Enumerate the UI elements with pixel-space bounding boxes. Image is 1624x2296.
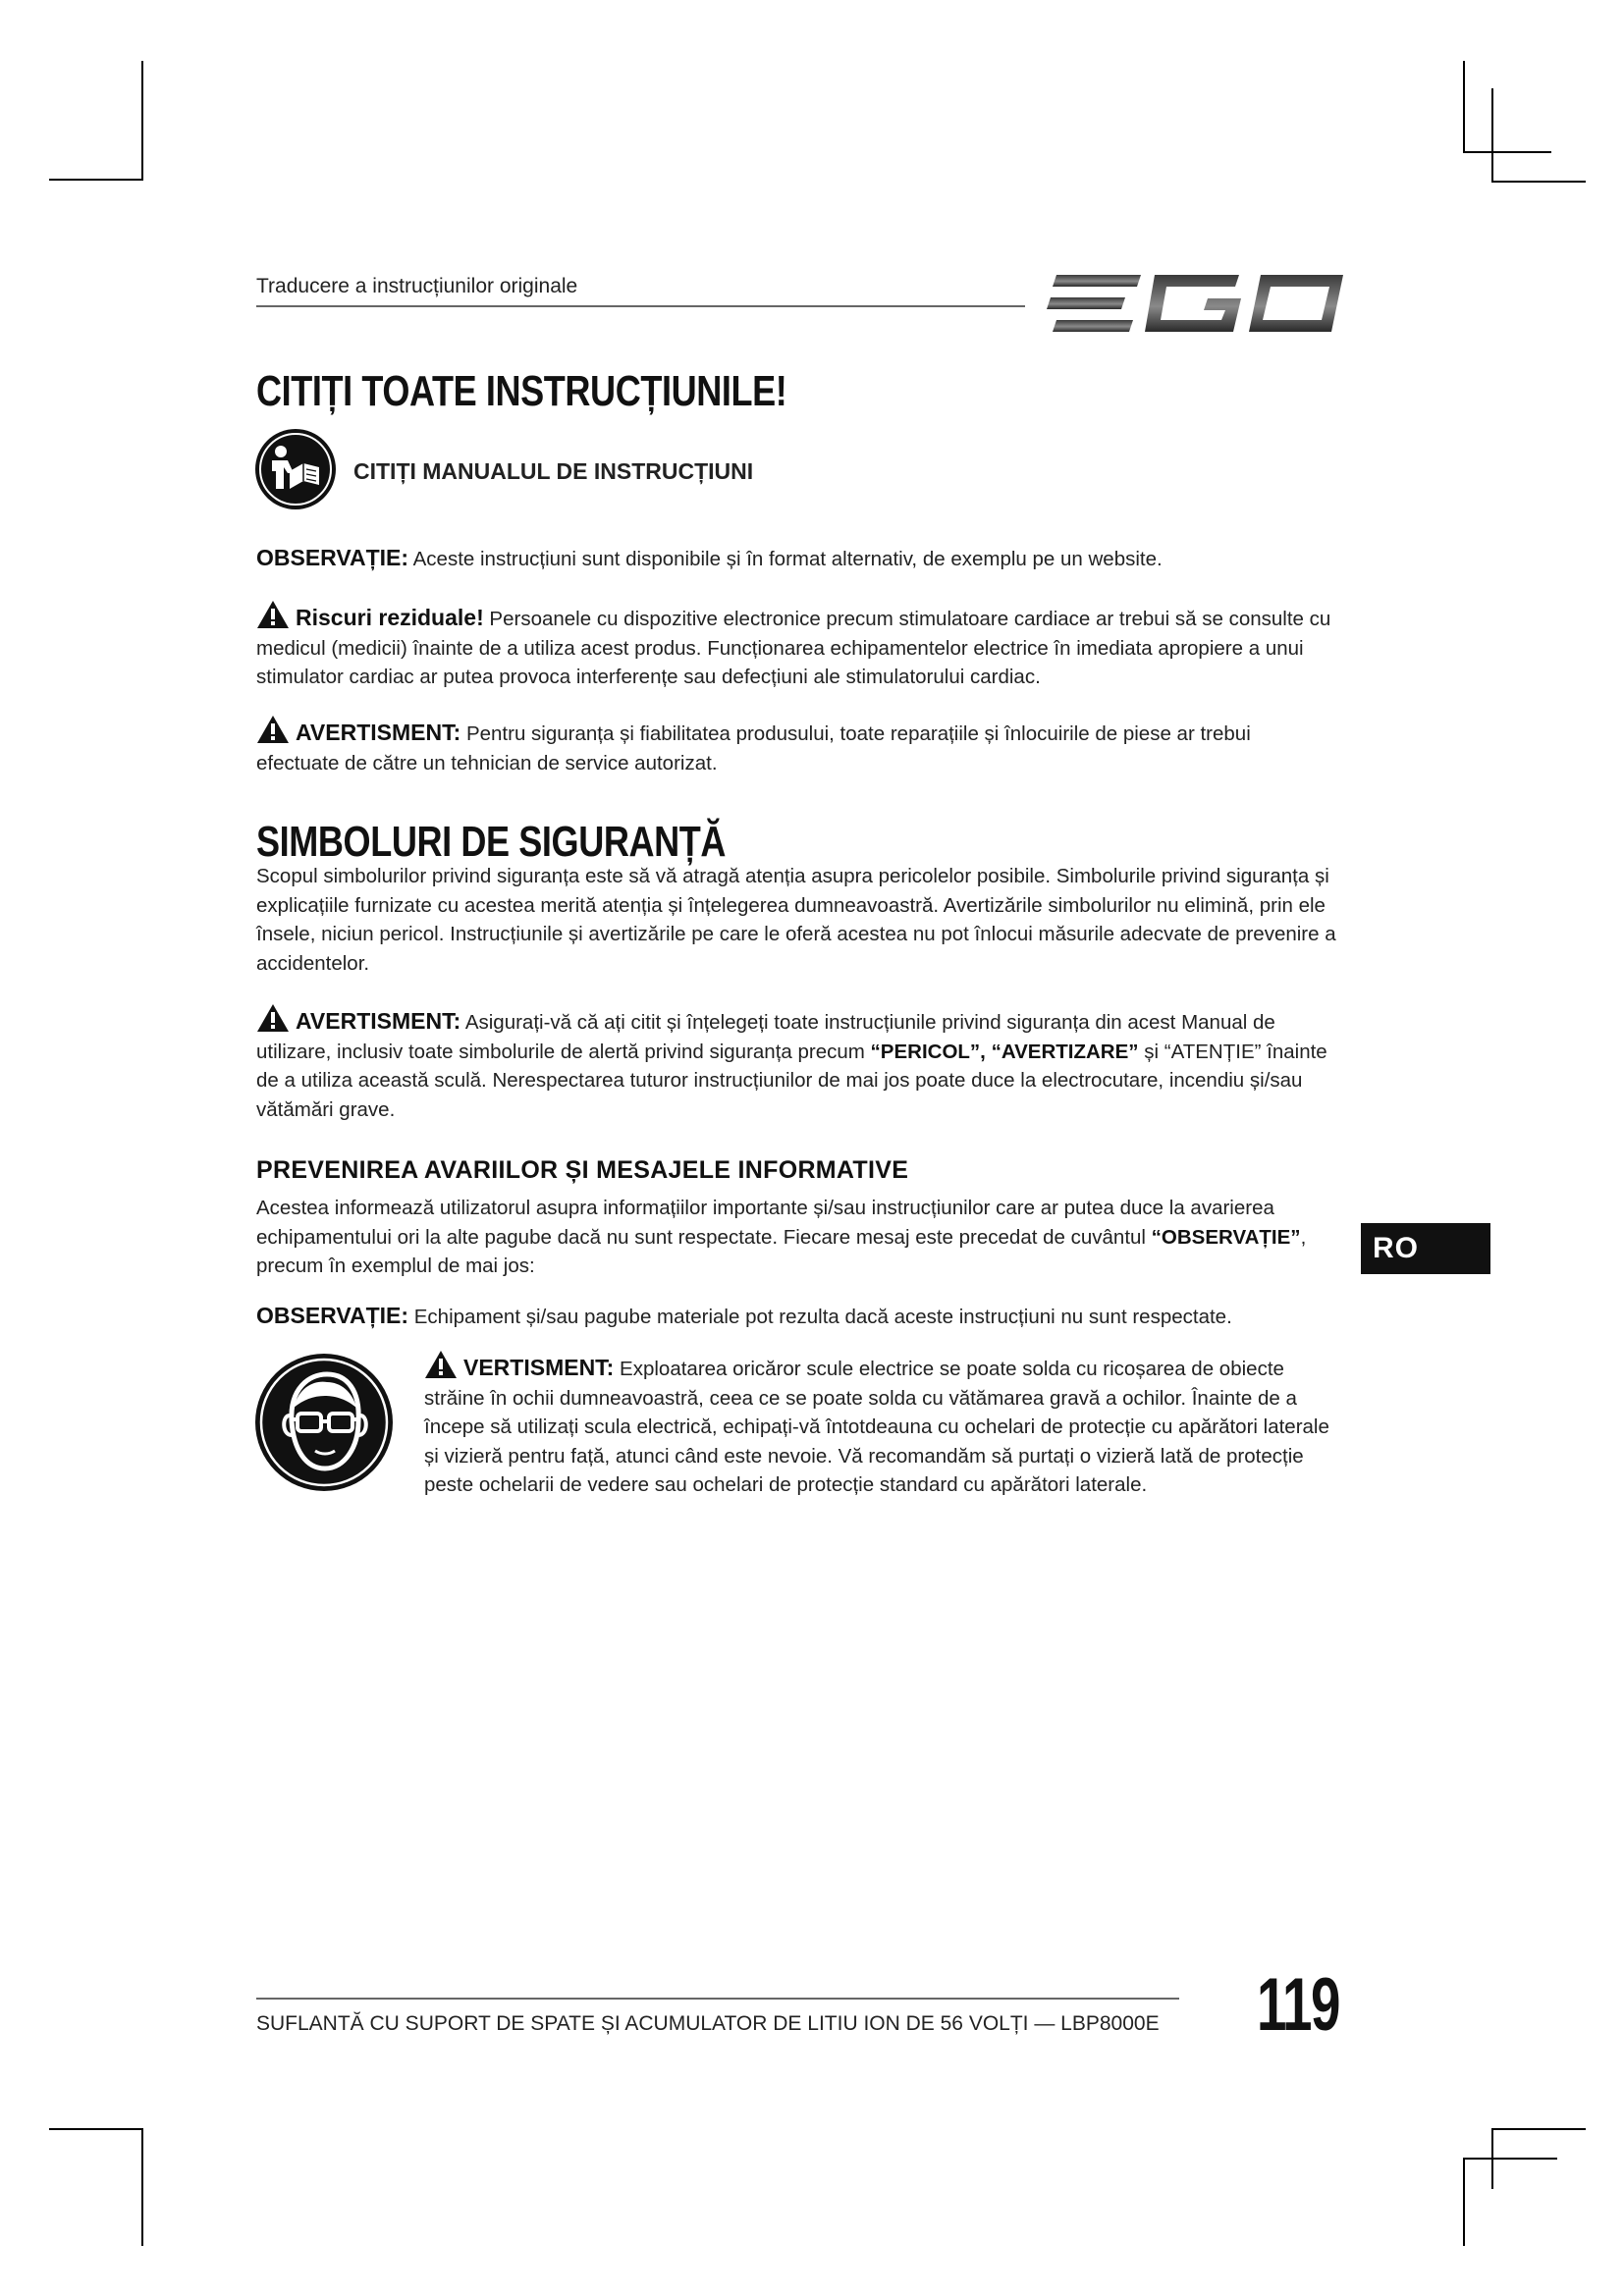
read-manual-label: CITIȚI MANUALUL DE INSTRUCȚIUNI	[353, 458, 754, 484]
crop-mark	[49, 2128, 143, 2130]
equipment-note-label: OBSERVAȚIE:	[256, 1303, 409, 1328]
damage-prevention-text: Acestea informează utilizatorul asupra informațiilor importante și/sau instrucțiunilor care ar putea duce la avarierea echipamentului ori la alte pagube dacă nu sunt respectate. Fiecare mesaj este precedat de cuvântul	[256, 1197, 1274, 1249]
damage-prevention-text-end: , precum în exemplul de mai jos:	[256, 1225, 1307, 1277]
warning-triangle-icon	[256, 715, 290, 744]
page-title: CITIȚI TOATE INSTRUCȚIUNILE!	[256, 367, 787, 415]
crop-mark	[141, 61, 143, 181]
residual-risk-text: Persoanele cu dispozitive electronice precum stimulatoare cardiace ar trebui să se consulte cu medicul (medicii) înainte de a utiliza acest produs. Funcționarea echipamentelor electrice în imediata apropiere a unui stimulator cardiac ar putea provoca interferențe sau defecțiuni ale stimulatorului cardiac.	[256, 608, 1331, 688]
safety-warning-label: AVERTISMENT:	[296, 1008, 461, 1034]
page-number: 119	[1257, 1963, 1339, 2047]
equipment-note-paragraph	[256, 1302, 1336, 1332]
crop-mark	[141, 2128, 143, 2246]
safety-warning-text: Asigurați-vă că ați citit și înțelegeți toate instrucțiunile privind siguranța din acest Manual de utilizare, inclusiv toate simbolurile de alertă privind siguranța precum	[256, 1011, 1275, 1063]
header-rule	[256, 305, 1025, 307]
read-manual-icon	[254, 428, 337, 510]
crop-mark	[1491, 181, 1586, 183]
keyword-observatie: “OBSERVAȚIE”	[1151, 1225, 1301, 1249]
safety-symbols-intro: Scopul simbolurilor privind siguranța este să vă atragă atenția asupra pericolelor posibile. Simbolurile privind siguranța și explicațiile furnizate cu acestea merită atenția și înțelegerea dumneavoastră. Avertizările simbolurilor nu elimină, prin ele însele, niciun pericol. Instrucțiunile și avertizările pe care le oferă acestea nu pot înlocui măsurile adecvate de prevenire a accidentelor.	[256, 865, 1336, 975]
keyword-atentie: “ATENȚIE”	[1164, 1040, 1262, 1063]
keyword-pericol: “PERICOL”	[870, 1040, 981, 1063]
damage-prevention-paragraph	[256, 1194, 1336, 1281]
safety-warning-paragraph	[256, 1003, 1336, 1124]
crop-mark	[1491, 2128, 1586, 2130]
crop-mark	[1463, 2158, 1557, 2160]
residual-risk-paragraph	[256, 600, 1336, 692]
keyword-avertizare: “AVERTIZARE”	[991, 1040, 1139, 1063]
keyword-separator: ,	[980, 1040, 992, 1063]
note-text: Aceste instrucțiuni sunt disponibile și în format alternativ, de exemplu pe un website.	[408, 548, 1163, 570]
section-subtitle-damage-prevention: PREVENIREA AVARIILOR ȘI MESAJELE INFORMATIVE	[256, 1156, 909, 1184]
note-paragraph	[256, 544, 1336, 574]
language-tab: RO	[1361, 1223, 1490, 1274]
eye-protection-label: VERTISMENT:	[463, 1355, 615, 1380]
equipment-note-text: Echipament și/sau pagube materiale pot rezulta dacă aceste instrucțiuni nu sunt respectate.	[408, 1306, 1232, 1328]
residual-risk-label: Riscuri reziduale!	[296, 605, 484, 630]
header-text: Traducere a instrucțiunilor originale	[256, 275, 578, 297]
note-label: OBSERVAȚIE:	[256, 545, 409, 570]
crop-mark	[1463, 151, 1551, 153]
warning-triangle-icon	[256, 1003, 290, 1033]
warning-triangle-icon	[256, 600, 290, 629]
service-warning-text: Pentru siguranța și fiabilitatea produsului, toate reparațiile și înlocuirile de piese ar trebui efectuate de către un tehnician de service autorizat.	[256, 722, 1251, 774]
crop-mark	[1491, 88, 1493, 183]
service-warning-paragraph	[256, 715, 1336, 777]
eye-protection-icon	[254, 1353, 394, 1492]
service-warning-label: AVERTISMENT:	[296, 720, 461, 745]
eye-protection-warning	[424, 1350, 1337, 1500]
ego-logo	[1047, 271, 1345, 336]
keyword-separator: și	[1138, 1040, 1164, 1063]
footer-rule	[256, 1998, 1179, 2000]
eye-protection-text: Exploatarea oricăror scule electrice se poate solda cu ricoșarea de obiecte străine în ochii dumneavoastră, ceea ce se poate solda cu vătămarea gravă a ochilor. Înainte de a începe să utilizați scula electrică, echipați-vă întotdeauna cu ochelari de protecție cu apărători laterale și vizieră pentru față, atunci când este nevoie. Vă recomandăm să purtați o vizieră lată de protecție peste ochelarii de vedere sau ochelari de protecție standard cu apărători laterale.	[424, 1358, 1329, 1496]
crop-mark	[49, 179, 143, 181]
safety-warning-text-end: înainte de a utiliza această sculă. Nerespectarea tuturor instrucțiunilor de mai jos poate duce la electrocutare, incendiu și/sau vătămări grave.	[256, 1040, 1327, 1121]
crop-mark	[1463, 2158, 1465, 2246]
footer-product-title: SUFLANTĂ CU SUPORT DE SPATE ȘI ACUMULATOR DE LITIU ION DE 56 VOLȚI — LBP8000E	[256, 2012, 1160, 2035]
warning-triangle-icon	[424, 1350, 458, 1379]
section-title-safety-symbols: SIMBOLURI DE SIGURANȚĂ	[256, 818, 727, 866]
crop-mark	[1463, 61, 1465, 153]
